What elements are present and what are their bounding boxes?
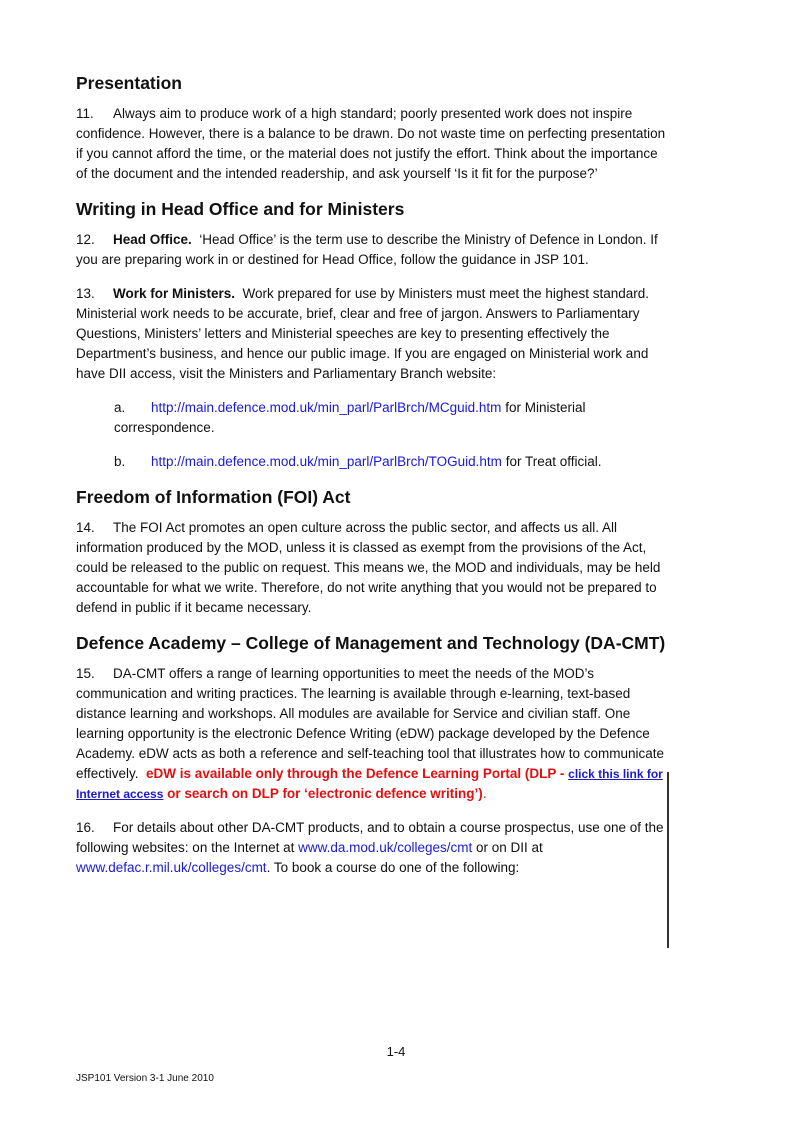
document-page [76, 72, 666, 892]
internet-access-link[interactable]: click this link for Internet access [76, 767, 663, 801]
page-number: 1-4 [386, 1044, 406, 1059]
ministerial-correspondence-link[interactable]: http://main.defence.mod.uk/min_parl/ParlBrch/MCguid.htm [151, 400, 502, 415]
paragraph-number: 14. [76, 520, 95, 535]
paragraph-13 [76, 284, 666, 384]
sub-item-label: b. [114, 454, 126, 469]
section-heading-da-cmt: Defence Academy – College of Management and Technology (DA-CMT) [76, 633, 666, 653]
internet-website-link[interactable]: www.da.mod.uk/colleges/cmt [298, 840, 473, 855]
paragraph-number: 13. [76, 286, 95, 301]
edw-availability-note: eDW is available only through the Defence Learning Portal (DLP - [146, 766, 565, 781]
paragraph-lead: Head Office. [113, 232, 192, 247]
paragraph-text: For details about other DA-CMT products, and to obtain a course prospectus, use one of the following websites: on the Internet at [76, 820, 664, 855]
section-heading-head-office: Writing in Head Office and for Ministers [76, 199, 405, 219]
paragraph-number: 11. [76, 106, 94, 121]
paragraph-number: 12. [76, 232, 95, 247]
sub-item-b [114, 452, 666, 472]
sub-item-label: a. [114, 400, 126, 415]
paragraph-11 [76, 104, 666, 184]
paragraph-text: The FOI Act promotes an open culture across the public sector, and affects us all. All information produced by the MOD, unless it is classed as exempt from the provisions of the Act, could be released to the public on request. This means we, the MOD and individuals, may be held accountable for what we write. Therefore, do not write anything that you would not be prepared to defend in public if it became necessary. [76, 520, 661, 615]
paragraph-text: DA-CMT offers a range of learning opportunities to meet the needs of the MOD’s communication and writing practices. The learning is available through e-learning, text-based distance learning and workshops. All modules are available for Service and civilian staff. One learning opportunity is the electronic Defence Writing (eDW) package developed by the Defence Academy. eDW acts as both a reference and self-teaching tool that illustrates how to communicate effectively. [76, 666, 665, 781]
sub-item-a [114, 398, 666, 438]
paragraph-text: Work prepared for use by Ministers must meet the highest standard. Ministerial work needs to be accurate, brief, clear and free of jargon. Answers to Parliamentary Questions, Ministers’ letters and Ministerial speeches are key to presenting effectively the Department’s business, and hence our public image. If you are engaged on Ministerial work and have DII access, visit the Ministers and Parliamentary Branch website: [76, 286, 649, 381]
treat-official-link[interactable]: http://main.defence.mod.uk/min_parl/ParlBrch/TOGuid.htm [151, 454, 502, 469]
revision-change-bar [667, 772, 669, 948]
paragraph-lead: Work for Ministers. [113, 286, 236, 301]
sub-item-text: for Treat official. [505, 454, 602, 469]
paragraph-number: 15. [76, 666, 95, 681]
paragraph-16 [76, 818, 666, 878]
paragraph-end: . [482, 786, 487, 801]
paragraph-12 [76, 230, 666, 270]
paragraph-15 [76, 664, 666, 804]
section-heading-foi: Freedom of Information (FOI) Act [76, 487, 351, 507]
sub-item-text: for Ministerial correspondence. [114, 400, 586, 435]
section-heading-presentation: Presentation [76, 73, 182, 93]
paragraph-number: 16. [76, 820, 95, 835]
document-footer: JSP101 Version 3-1 June 2010 [76, 1073, 214, 1084]
dii-website-link[interactable]: www.defac.r.mil.uk/colleges/cmt [76, 860, 267, 875]
paragraph-text: . To book a course do one of the following: [266, 860, 520, 875]
paragraph-text: ‘Head Office’ is the term use to describe the Ministry of Defence in London. If you are preparing work in or destined for Head Office, follow the guidance in JSP 101. [76, 232, 658, 267]
paragraph-text: Always aim to produce work of a high standard; poorly presented work does not inspire confidence. However, there is a balance to be drawn. Do not waste time on perfecting presentation if you cannot afford the time, or the material does not justify the effort. Think about the importance of the document and the intended readership, and ask yourself ‘Is it fit for the purpose?’ [76, 106, 666, 181]
paragraph-14 [76, 518, 666, 618]
paragraph-text: or on DII at [476, 840, 543, 855]
dlp-search-note: or search on DLP for ‘electronic defence writing’) [167, 786, 483, 801]
